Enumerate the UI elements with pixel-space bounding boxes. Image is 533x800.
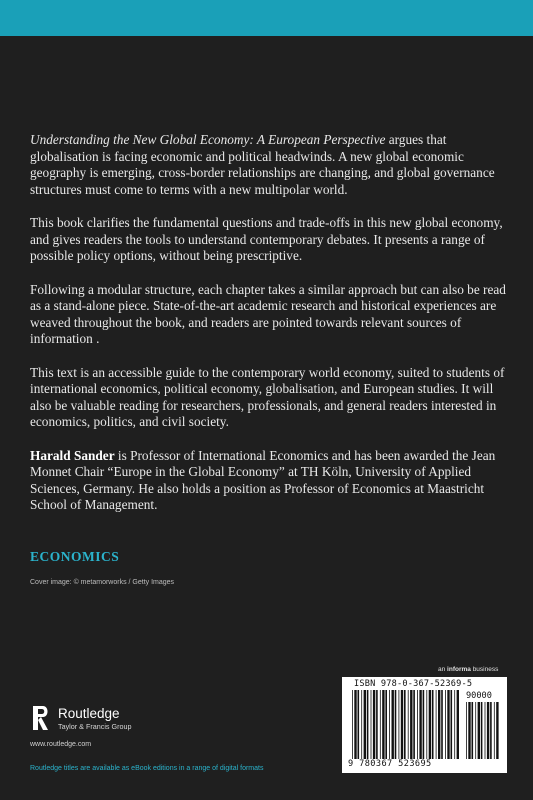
barcode-bar	[490, 702, 492, 759]
blurb-paragraph-1-text: argues that globalisation is facing economic and political headwinds. A new global economic geography is emerging, cross-border relationships are changing, and global governance structures must come to terms with a new multipolar world.	[30, 132, 495, 197]
barcode-bar	[352, 690, 353, 759]
barcode-bar	[451, 690, 453, 759]
barcode-bar	[445, 690, 446, 759]
barcode-bar	[395, 690, 397, 759]
back-cover-blurb	[30, 132, 508, 531]
barcode-bar	[376, 690, 378, 759]
barcode-bar	[367, 690, 369, 759]
barcode-bar	[478, 702, 480, 759]
routledge-logo-icon	[30, 704, 52, 732]
barcode-bar	[364, 690, 366, 759]
barcode-bar	[457, 690, 459, 759]
informa-business-tag	[438, 666, 498, 673]
barcode-bar	[358, 690, 360, 759]
barcode-bar	[380, 690, 381, 759]
barcode-bar	[441, 690, 443, 759]
publisher-subline: Taylor & Francis Group	[58, 722, 132, 731]
barcode-bar	[361, 690, 362, 759]
barcode-bar	[468, 702, 470, 759]
barcode-bar	[454, 690, 455, 759]
barcode-bar	[494, 702, 495, 759]
blurb-paragraph-4: This text is an accessible guide to the contemporary world economy, suited to students of international economics, political economy, globalisation, and European studies. It will also be valuable reading for researchers, professionals, and general readers interested in economics, politics, and civil society.	[30, 364, 505, 429]
author-name: Harald Sander	[30, 447, 115, 463]
barcode-bar	[496, 702, 498, 759]
barcode-bar	[382, 690, 384, 759]
barcode-bar	[481, 702, 483, 759]
barcode-bar	[426, 690, 427, 759]
author-bio	[30, 448, 508, 514]
barcode-bar	[475, 702, 476, 759]
price-code: 90000	[466, 691, 492, 701]
informa-brand: informa	[447, 666, 471, 673]
publisher-logo-block	[30, 700, 230, 740]
blurb-paragraph-1	[30, 132, 508, 198]
barcode-bar	[401, 690, 403, 759]
barcode-bar	[392, 690, 394, 759]
barcode-bar	[432, 690, 434, 759]
barcode-bar	[485, 702, 486, 759]
publisher-url: www.routledge.com	[30, 741, 92, 748]
barcode-bar	[487, 702, 489, 759]
barcode-bar	[413, 690, 415, 759]
blurb-paragraph-3: Following a modular structure, each chapter takes a similar approach but can also be read as a stand-alone piece. State-of-the-art academic research and historical experiences are weaved throughout the book, and readers are pointed towards relevant sources of information .	[30, 281, 506, 346]
book-title: Understanding the New Global Economy: A European Perspective	[30, 132, 386, 147]
top-color-band	[0, 0, 533, 36]
barcode-bars	[352, 690, 460, 759]
barcode-bar	[417, 690, 418, 759]
informa-prefix: an	[438, 666, 448, 673]
barcode-bar	[371, 690, 372, 759]
barcode-bar	[438, 690, 440, 759]
barcode-bar	[354, 690, 356, 759]
barcode-bar	[419, 690, 421, 759]
isbn-label: ISBN 978-0-367-52369-5	[354, 679, 473, 689]
isbn-barcode	[342, 677, 507, 773]
barcode-bar	[423, 690, 425, 759]
informa-suffix: business	[470, 666, 499, 673]
barcode-bar	[429, 690, 431, 759]
author-bio-text: is Professor of International Economics and has been awarded the Jean Monnet Chair “Europe in the Global Economy” at TH Köln, University of Applied Sciences, Germany. He also holds a position as Professor of Economics at Maastricht School of Management.	[30, 447, 496, 512]
barcode-bar	[410, 690, 412, 759]
subject-category: ECONOMICS	[30, 549, 120, 564]
barcode-bar	[408, 690, 409, 759]
cover-image-credit: Cover image: © metamorworks / Getty Images	[30, 579, 175, 586]
barcode-bar	[389, 690, 390, 759]
barcode-bar	[404, 690, 406, 759]
ebook-note: Routledge titles are available as eBook editions in a range of digital formats	[30, 765, 264, 772]
barcode-bar	[466, 702, 467, 759]
barcode-bar	[385, 690, 387, 759]
blurb-paragraph-2: This book clarifies the fundamental questions and trade-offs in this new global economy, and gives readers the tools to understand contemporary debates. It presents a range of possible policy options, without being prescriptive.	[30, 215, 503, 263]
barcode-bar	[436, 690, 437, 759]
publisher-name: Routledge	[58, 706, 120, 721]
barcode-bar	[472, 702, 474, 759]
barcode-bar	[447, 690, 449, 759]
barcode-bar	[373, 690, 375, 759]
barcode-bar	[399, 690, 400, 759]
barcode-addon-bars	[466, 702, 500, 759]
barcode-digits: 9 780367 523695	[348, 759, 432, 769]
